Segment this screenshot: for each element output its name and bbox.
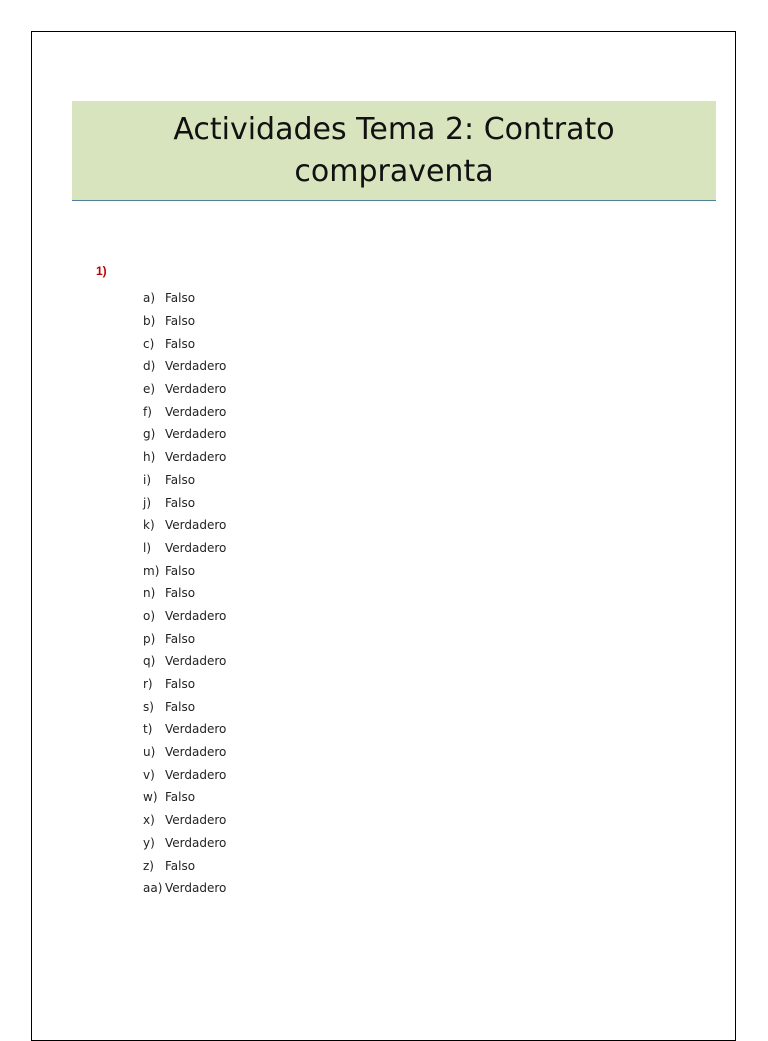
answer-letter: aa) xyxy=(143,881,163,896)
answer-value: Verdadero xyxy=(165,359,227,374)
answer-letter: u) xyxy=(143,745,156,760)
answer-value: Verdadero xyxy=(165,540,227,555)
answer-value: Verdadero xyxy=(165,608,227,623)
list-item xyxy=(143,718,226,741)
list-item xyxy=(143,695,226,718)
list-item xyxy=(143,287,226,310)
answer-letter: f) xyxy=(143,404,152,419)
answer-letter: j) xyxy=(143,495,152,510)
question-number: 1) xyxy=(96,264,107,278)
answer-value: Falso xyxy=(165,563,196,578)
list-item xyxy=(143,809,226,832)
answer-value: Falso xyxy=(165,677,196,692)
list-item xyxy=(143,854,226,877)
list-item xyxy=(143,832,226,855)
list-item xyxy=(143,877,226,900)
page-title: Actividades Tema 2: Contrato compraventa xyxy=(173,111,615,189)
answer-letter: k) xyxy=(143,518,155,533)
list-item xyxy=(143,355,226,378)
answer-letter: g) xyxy=(143,427,156,442)
answer-value: Falso xyxy=(165,336,196,351)
answer-value: Falso xyxy=(165,586,196,601)
answer-letter: m) xyxy=(143,563,160,578)
answer-letter: x) xyxy=(143,813,155,828)
answer-value: Verdadero xyxy=(165,881,227,896)
answer-letter: s) xyxy=(143,699,154,714)
answer-letter: h) xyxy=(143,450,156,465)
list-item xyxy=(143,423,226,446)
answer-letter: w) xyxy=(143,790,158,805)
list-item xyxy=(143,378,226,401)
answer-value: Verdadero xyxy=(165,813,227,828)
list-item xyxy=(143,582,226,605)
answer-value: Falso xyxy=(165,631,196,646)
answer-letter: o) xyxy=(143,608,156,623)
list-item xyxy=(143,446,226,469)
list-item xyxy=(143,537,226,560)
answer-letter: z) xyxy=(143,858,154,873)
answer-value: Verdadero xyxy=(165,654,227,669)
list-item xyxy=(143,514,226,537)
answer-list xyxy=(143,287,226,900)
answer-letter: d) xyxy=(143,359,156,374)
answer-value: Falso xyxy=(165,291,196,306)
answer-letter: b) xyxy=(143,314,156,329)
list-item xyxy=(143,332,226,355)
answer-value: Verdadero xyxy=(165,382,227,397)
answer-value: Verdadero xyxy=(165,450,227,465)
answer-value: Falso xyxy=(165,699,196,714)
answer-value: Falso xyxy=(165,472,196,487)
answer-value: Verdadero xyxy=(165,767,227,782)
answer-letter: p) xyxy=(143,631,156,646)
answer-letter: t) xyxy=(143,722,153,737)
answer-value: Falso xyxy=(165,495,196,510)
list-item xyxy=(143,310,226,333)
answer-letter: i) xyxy=(143,472,152,487)
answer-value: Falso xyxy=(165,314,196,329)
document-page xyxy=(31,31,736,1041)
list-item xyxy=(143,650,226,673)
list-item xyxy=(143,627,226,650)
list-item xyxy=(143,673,226,696)
answer-letter: n) xyxy=(143,586,156,601)
list-item xyxy=(143,605,226,628)
list-item xyxy=(143,786,226,809)
answer-letter: c) xyxy=(143,336,155,351)
answer-value: Verdadero xyxy=(165,745,227,760)
answer-value: Verdadero xyxy=(165,404,227,419)
list-item xyxy=(143,469,226,492)
list-item xyxy=(143,763,226,786)
list-item xyxy=(143,400,226,423)
answer-value: Falso xyxy=(165,790,196,805)
answer-value: Falso xyxy=(165,858,196,873)
title-banner xyxy=(72,101,716,201)
answer-letter: l) xyxy=(143,540,152,555)
answer-value: Verdadero xyxy=(165,427,227,442)
answer-letter: e) xyxy=(143,382,156,397)
answer-letter: a) xyxy=(143,291,156,306)
list-item xyxy=(143,491,226,514)
answer-value: Verdadero xyxy=(165,722,227,737)
answer-value: Verdadero xyxy=(165,835,227,850)
list-item xyxy=(143,741,226,764)
list-item xyxy=(143,559,226,582)
answer-value: Verdadero xyxy=(165,518,227,533)
answer-letter: v) xyxy=(143,767,155,782)
answer-letter: y) xyxy=(143,835,155,850)
answer-letter: q) xyxy=(143,654,156,669)
answer-letter: r) xyxy=(143,677,153,692)
